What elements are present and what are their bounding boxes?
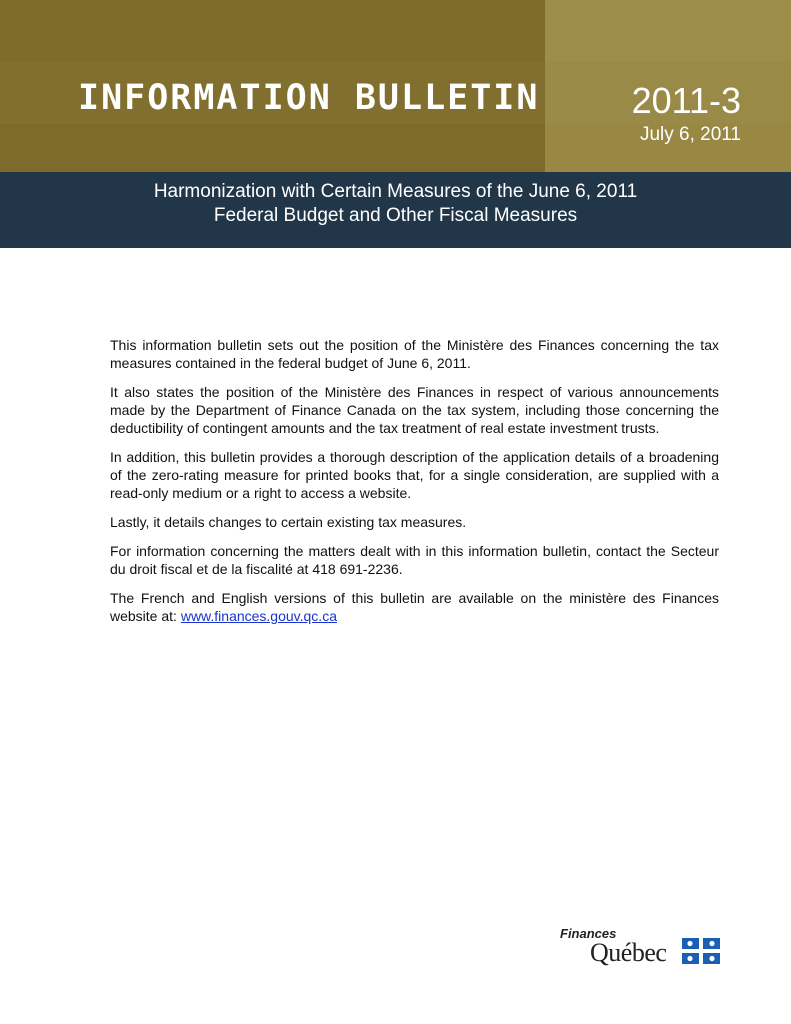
website-text: The French and English versions of this bulletin are available on the ministère des Finances website at: bbox=[110, 590, 719, 624]
logo-finances-text: Finances bbox=[560, 926, 617, 941]
finances-website-link[interactable]: www.finances.gouv.qc.ca bbox=[180, 608, 337, 624]
header-band-bottom bbox=[0, 124, 545, 172]
quebec-flag-icon bbox=[682, 938, 720, 964]
bulletin-header bbox=[0, 0, 791, 172]
subtitle-line-2: Federal Budget and Other Fiscal Measures bbox=[213, 205, 578, 226]
paragraph-contact: For information concerning the matters dealt with in this information bulletin, contact the Secteur du droit fiscal et de la fiscalité at 418 691-2236. bbox=[110, 543, 719, 577]
header-band-top bbox=[0, 0, 545, 62]
bulletin-number: 2011-3 bbox=[631, 80, 741, 121]
paragraph-announcements: It also states the position of the Ministère des Finances in respect of various announcements made by the Department of Finance Canada on the tax system, including those concerning the deductibility of contingent amounts and the tax treatment of real estate investment trusts. bbox=[110, 384, 719, 436]
bulletin-body bbox=[110, 336, 719, 636]
document-subtitle bbox=[0, 172, 791, 248]
logo-quebec-text: Québec bbox=[590, 938, 667, 967]
finances-quebec-logo bbox=[558, 926, 728, 971]
paragraph-zero-rating: In addition, this bulletin provides a thorough description of the application details of a broadening of the zero-rating measure for printed books that, for a single consideration, are supplied with a read-only medium or a right to access a website. bbox=[110, 449, 719, 501]
bulletin-date: July 6, 2011 bbox=[639, 124, 741, 145]
paragraph-website bbox=[110, 589, 719, 625]
bulletin-title: INFORMATION BULLETIN bbox=[78, 78, 540, 118]
subtitle-line-1: Harmonization with Certain Measures of the June 6, 2011 bbox=[153, 181, 638, 202]
paragraph-changes: Lastly, it details changes to certain existing tax measures. bbox=[110, 514, 467, 530]
paragraph-intro: This information bulletin sets out the position of the Ministère des Finances concerning the tax measures contained in the federal budget of June 6, 2011. bbox=[110, 337, 719, 371]
